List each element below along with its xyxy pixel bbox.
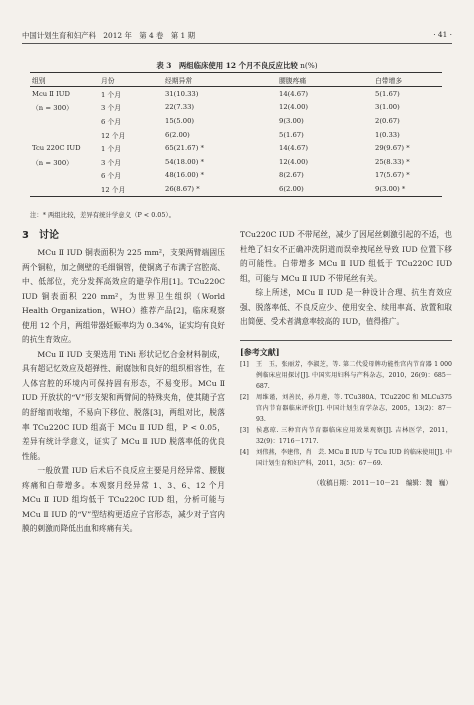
cell: 1 个月	[101, 90, 122, 99]
reference-text: 王 玉，张丽芳，李淑芝，等. 第二代爱母牌功能性宫内节育器 1 000 例临床应用探讨[J]. 中国实用妇科与产科杂志，2010，26(9)：685－687.	[256, 360, 452, 390]
reference-item	[240, 392, 452, 425]
cell: 25(8.33) *	[375, 157, 410, 166]
header-month: 月份	[101, 76, 115, 85]
reference-item	[240, 447, 452, 469]
table-row	[30, 128, 442, 142]
cell: 6(2.00)	[165, 130, 190, 139]
table-row	[30, 155, 442, 169]
reference-number: [4]	[240, 448, 249, 456]
cell: 12 个月	[101, 185, 126, 194]
reference-item	[240, 359, 452, 392]
cell: 29(9.67) *	[375, 144, 410, 153]
header-group: 组别	[32, 76, 46, 85]
cell: 12 个月	[101, 131, 126, 140]
header-leukorrhea: 白带增多	[375, 76, 403, 85]
table-row	[30, 87, 442, 101]
reference-item	[240, 425, 452, 447]
cell: （n = 300）	[32, 158, 73, 167]
adverse-reaction-table	[30, 72, 442, 197]
table-row	[30, 114, 442, 128]
page-number: · 41 ·	[433, 30, 452, 39]
cell	[30, 169, 99, 183]
paragraph: TCu220C IUD 不带尾丝，减少了因尾丝刺激引起的不适，也杜绝了妇女不正确冲洗阴道而误牵拽尾丝导致 IUD 位置下移的可能性。白带增多 MCu Ⅱ IUD 组低于 TCu220C IUD 组，可能与 MCu Ⅱ IUD 不带尾丝有关。	[240, 230, 452, 283]
reference-text: 侯惠琼. 三种宫内节育器临床应用效果观察[J]. 吉林医学，2011，32(9)：1716－1717.	[256, 426, 452, 445]
cell	[30, 128, 99, 142]
cell: 14(4.67)	[279, 144, 309, 153]
cell: 15(5.00)	[165, 116, 195, 125]
cell: 6(2.00)	[279, 184, 304, 193]
paragraph: MCu Ⅱ IUD 铜表面积为 225 mm²，支架两臂端固压两个铜粒，加之侧壁的毛细铜管，使铜离子布满子宫腔高、中、低部位，充分发挥高效应的避孕作用[1]。TCu220C IUD 铜表面积 220 mm²，为世界卫生组织（World Health Organization，WHO）推荐产品[2]，临床观察使用 12 个月，两组带器妊娠率均为 0.34%，证实均有良好的抗生育效应。	[22, 248, 225, 345]
cell: 6 个月	[101, 172, 122, 181]
running-header	[22, 30, 452, 44]
reference-list	[240, 359, 452, 469]
references-heading: [参考文献]	[240, 340, 452, 359]
cell: 12(4.00)	[279, 103, 309, 112]
reference-text: 周维谨，刘善民，孙月莲，等. TCu380A、TCu220C 和 MLCu375 宫内节育器临床评价[J]. 中国计划生育学杂志，2005，13(2)：87－93.	[256, 393, 452, 423]
cell: 9(3.00) *	[375, 184, 406, 193]
cell: 3 个月	[101, 104, 122, 113]
table-caption-text: 表 3 两组临床使用 12 个月不良反应比较	[156, 61, 298, 70]
reference-number: [1]	[240, 360, 249, 368]
cell: 1(0.33)	[375, 130, 400, 139]
cell: 2(0.67)	[375, 116, 400, 125]
cell: 48(16.00) *	[165, 171, 204, 180]
cell: 14(4.67)	[279, 89, 309, 98]
cell: Tcu 220C IUD	[32, 144, 81, 153]
cell: 54(18.00) *	[165, 157, 204, 166]
header-pain: 腰腹疼痛	[279, 76, 307, 85]
cell	[30, 182, 99, 196]
cell: 65(21.67) *	[165, 144, 204, 153]
cell: 8(2.67)	[279, 171, 304, 180]
cell: 5(1.67)	[375, 89, 400, 98]
cell: 26(8.67) *	[165, 184, 200, 193]
cell: 3(1.00)	[375, 103, 400, 112]
cell: 22(7.33)	[165, 103, 195, 112]
journal-info: 中国计划生育和妇产科 2012 年 第 4 卷 第 1 期	[22, 31, 195, 40]
table-note: 注：* 两组比较，差异有统计学意义（P < 0.05）。	[30, 211, 176, 219]
cell: 31(10.33)	[165, 89, 199, 98]
cell: 5(1.67)	[279, 130, 304, 139]
cell: Mcu Ⅱ IUD	[32, 89, 70, 98]
reference-number: [2]	[240, 393, 249, 401]
cell: （n = 300）	[32, 104, 73, 113]
cell	[30, 114, 99, 128]
paragraph: 综上所述，MCu Ⅱ IUD 是一种设计合理、抗生育效应强、脱落率低、不良反应少、使用安全、续用率高、放置和取出简便、受术者满意率较高的 IUD，值得推广。	[240, 288, 452, 327]
cell: 1 个月	[101, 145, 122, 154]
reference-number: [3]	[240, 426, 249, 434]
table-row	[30, 141, 442, 155]
received-date: （收稿日期：2011－10－21 编辑：魏 巍）	[312, 478, 452, 487]
table-row	[30, 182, 442, 196]
left-column	[22, 228, 225, 537]
table-caption	[0, 60, 474, 71]
cell: 12(4.00)	[279, 157, 309, 166]
section-heading: 3 讨论	[22, 230, 59, 241]
right-column	[240, 228, 452, 489]
cell: 17(5.67) *	[375, 171, 410, 180]
cell: 9(3.00)	[279, 116, 304, 125]
table-row	[30, 169, 442, 183]
cell: 3 个月	[101, 158, 122, 167]
cell: 6 个月	[101, 117, 122, 126]
table-unit: n(%)	[297, 61, 318, 70]
header-menstrual: 经期异常	[165, 76, 193, 85]
table-header-row	[30, 73, 442, 87]
reference-text: 刘伟燕，李建伟，肖 芸. MCu Ⅱ IUD 与 TCu IUD 的临床使用[J]. 中国计划生育和妇产科，2011，3(5)：67－69.	[256, 448, 452, 467]
paragraph: 一般放置 IUD 后术后不良反应主要是月经异常、腰腹疼痛和白带增多。本观察月经异常 1、3、6、12 个月 MCu Ⅱ IUD 组均低于 TCu220C IUD 组，分析可能与 MCu Ⅱ IUD 的“V”型结构更适应子宫形态，减少对子宫内膜的刺激而降低出血和疼痛有关。	[22, 466, 225, 534]
table-row	[30, 101, 442, 115]
paragraph: MCu Ⅱ IUD 支架选用 TiNi 形状记忆合金材料制成，具有超记忆效应及超弹性、耐腐蚀和良好的组织相容性，在人体宫腔的环境内可保持固有形态，不易变形。MCu Ⅱ IUD 开放状的“V”形支架和两臂间的特殊夹角，使其随子宫的舒缩而收缩，不易向下移位、脱落[3]，两组对比，脱落率 TCu220C IUD 组高于 MCu Ⅱ IUD 组，P < 0.05，差异有统计学意义，证实了 MCu Ⅱ IUD 脱落率低的优良性能。	[22, 349, 225, 461]
